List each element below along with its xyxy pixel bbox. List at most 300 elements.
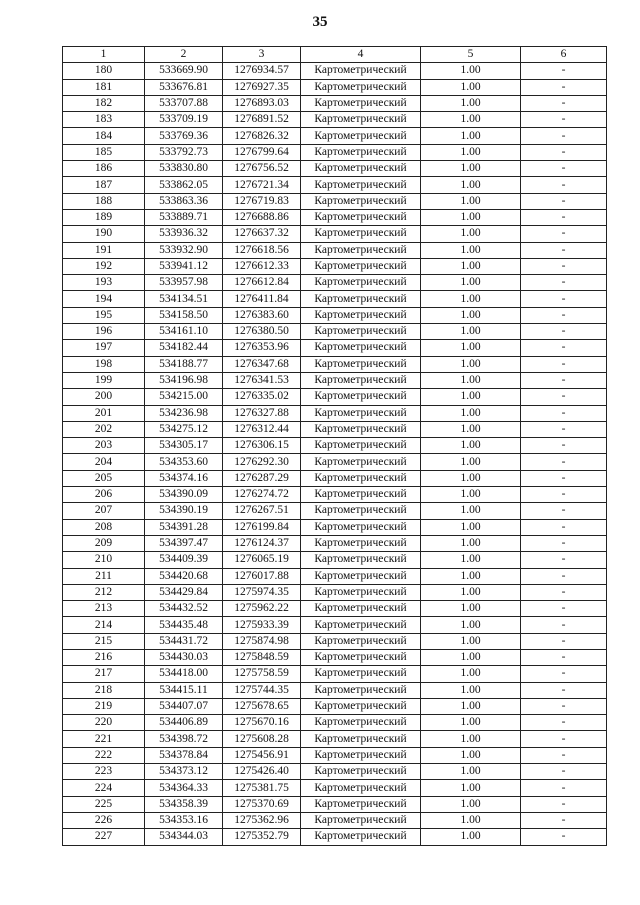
table-cell: 534409.39 [145,552,223,568]
table-cell: - [521,487,607,503]
table-row [63,454,607,470]
table-cell: Картометрический [301,747,421,763]
table-cell: - [521,356,607,372]
table-cell: Картометрический [301,584,421,600]
table-row [63,796,607,812]
table-cell: 1.00 [421,193,521,209]
table-cell: Картометрический [301,552,421,568]
table-cell: 1.00 [421,128,521,144]
table-cell: 1.00 [421,95,521,111]
table-cell: 1276721.34 [223,177,301,193]
table-cell: Картометрический [301,226,421,242]
table-cell: 1276380.50 [223,324,301,340]
table-cell: - [521,307,607,323]
table-cell: 219 [63,698,145,714]
table-cell: 1276327.88 [223,405,301,421]
table-cell: 181 [63,79,145,95]
table-cell: Картометрический [301,161,421,177]
table-cell: 1.00 [421,258,521,274]
table-cell: - [521,144,607,160]
table-cell: 1.00 [421,389,521,405]
table-cell: 185 [63,144,145,160]
column-header: 6 [521,47,607,63]
table-cell: 205 [63,470,145,486]
table-row [63,470,607,486]
table-cell: 534364.33 [145,780,223,796]
table-cell: - [521,649,607,665]
table-row [63,552,607,568]
table-cell: 1275670.16 [223,715,301,731]
table-row [63,324,607,340]
table-row [63,421,607,437]
table-cell: Картометрический [301,372,421,388]
table-row [63,177,607,193]
table-cell: 1.00 [421,812,521,828]
column-header: 1 [63,47,145,63]
table-cell: 1276199.84 [223,519,301,535]
table-cell: - [521,780,607,796]
table-row [63,601,607,617]
table-cell: 534236.98 [145,405,223,421]
table-cell: 206 [63,487,145,503]
table-cell: 213 [63,601,145,617]
table-cell: - [521,715,607,731]
table-cell: Картометрический [301,112,421,128]
table-cell: 533709.19 [145,112,223,128]
table-cell: Картометрический [301,209,421,225]
table-row [63,161,607,177]
table-cell: 1.00 [421,324,521,340]
table-cell: 1275426.40 [223,764,301,780]
table-row [63,79,607,95]
table-cell: 1276267.51 [223,503,301,519]
table-cell: - [521,226,607,242]
table-row [63,63,607,79]
table-cell: 1.00 [421,503,521,519]
table-header-row [63,47,607,63]
table-cell: 1275608.28 [223,731,301,747]
table-cell: 1276411.84 [223,291,301,307]
table-cell: 534415.11 [145,682,223,698]
table-cell: 1.00 [421,552,521,568]
table-row [63,731,607,747]
table-cell: - [521,324,607,340]
table-cell: 201 [63,405,145,421]
page-number: 35 [312,14,328,30]
table-cell: 1.00 [421,161,521,177]
table-row [63,764,607,780]
table-cell: 1.00 [421,584,521,600]
table-cell: 1276756.52 [223,161,301,177]
table-cell: 1276124.37 [223,535,301,551]
table-cell: 204 [63,454,145,470]
table-cell: 534188.77 [145,356,223,372]
table-cell: 1.00 [421,698,521,714]
table-cell: 1.00 [421,177,521,193]
table-cell: 223 [63,764,145,780]
table-row [63,519,607,535]
table-cell: 1276274.72 [223,487,301,503]
table-cell: 534161.10 [145,324,223,340]
table-cell: 534407.07 [145,698,223,714]
table-row [63,258,607,274]
table-cell: 182 [63,95,145,111]
table-cell: 184 [63,128,145,144]
table-cell: - [521,405,607,421]
table-cell: 183 [63,112,145,128]
table-cell: 1275744.35 [223,682,301,698]
table-cell: 1276306.15 [223,438,301,454]
table-cell: - [521,633,607,649]
column-header: 2 [145,47,223,63]
table-cell: 188 [63,193,145,209]
table-cell: Картометрический [301,193,421,209]
table-cell: - [521,731,607,747]
table-cell: 534378.84 [145,747,223,763]
table-cell: Картометрический [301,79,421,95]
table-cell: 1276017.88 [223,568,301,584]
table-row [63,275,607,291]
table-cell: 534432.52 [145,601,223,617]
table-cell: 1.00 [421,682,521,698]
table-cell: 191 [63,242,145,258]
table-cell: 1.00 [421,79,521,95]
table-cell: 200 [63,389,145,405]
table-cell: Картометрический [301,617,421,633]
table-cell: Картометрический [301,535,421,551]
table-cell: Картометрический [301,698,421,714]
table-cell: 1.00 [421,487,521,503]
table-row [63,209,607,225]
table-cell: 216 [63,649,145,665]
table-row [63,340,607,356]
table-cell: 198 [63,356,145,372]
table-row [63,698,607,714]
table-cell: - [521,177,607,193]
table-cell: 207 [63,503,145,519]
table-cell: - [521,568,607,584]
table-cell: 202 [63,421,145,437]
table-cell: Картометрический [301,812,421,828]
table-cell: 534275.12 [145,421,223,437]
table-row [63,112,607,128]
table-cell: 1.00 [421,438,521,454]
table-cell: 193 [63,275,145,291]
table-cell: 1275758.59 [223,666,301,682]
table-cell: 211 [63,568,145,584]
table-cell: 1275352.79 [223,829,301,845]
table-row [63,780,607,796]
coordinates-table [62,46,607,846]
table-cell: 1276312.44 [223,421,301,437]
table-cell: 194 [63,291,145,307]
table-cell: - [521,503,607,519]
table-cell: 1275456.91 [223,747,301,763]
table-cell: - [521,340,607,356]
table-cell: 1.00 [421,405,521,421]
table-cell: Картометрический [301,275,421,291]
table-cell: 215 [63,633,145,649]
table-cell: - [521,258,607,274]
table-cell: 1.00 [421,421,521,437]
table-cell: - [521,193,607,209]
table-cell: - [521,128,607,144]
table-cell: 1.00 [421,731,521,747]
table-cell: 189 [63,209,145,225]
table-row [63,747,607,763]
table-cell: Картометрический [301,258,421,274]
table-cell: 534134.51 [145,291,223,307]
table-cell: 534182.44 [145,340,223,356]
table-cell: 203 [63,438,145,454]
table-cell: 533957.98 [145,275,223,291]
table-cell: 534391.28 [145,519,223,535]
table-cell: 534431.72 [145,633,223,649]
table-row [63,438,607,454]
table-cell: 187 [63,177,145,193]
table-row [63,633,607,649]
table-cell: 534196.98 [145,372,223,388]
table-cell: Картометрический [301,324,421,340]
table-cell: - [521,161,607,177]
table-cell: 1275370.69 [223,796,301,812]
table-cell: 533792.73 [145,144,223,160]
table-body [63,63,607,845]
table-cell: Картометрический [301,340,421,356]
table-cell: - [521,812,607,828]
table-cell: 220 [63,715,145,731]
table-cell: 1276292.30 [223,454,301,470]
table-cell: 221 [63,731,145,747]
table-cell: 224 [63,780,145,796]
table-cell: - [521,601,607,617]
table-cell: 1.00 [421,307,521,323]
column-header: 3 [223,47,301,63]
table-cell: 533769.36 [145,128,223,144]
table-cell: - [521,519,607,535]
table-cell: 534397.47 [145,535,223,551]
table-cell: Картометрический [301,177,421,193]
table-cell: 1.00 [421,666,521,682]
table-cell: 1276612.33 [223,258,301,274]
table-row [63,829,607,845]
table-cell: Картометрический [301,389,421,405]
table-cell: - [521,209,607,225]
table-cell: - [521,291,607,307]
table-cell: 1275974.35 [223,584,301,600]
table-cell: 1.00 [421,764,521,780]
table-cell: 222 [63,747,145,763]
table-cell: 197 [63,340,145,356]
table-cell: - [521,666,607,682]
table-cell: Картометрический [301,128,421,144]
table-row [63,226,607,242]
table-cell: Картометрический [301,829,421,845]
table-cell: 1276287.29 [223,470,301,486]
table-cell: 1276637.32 [223,226,301,242]
table-cell: Картометрический [301,307,421,323]
table-cell: 1275381.75 [223,780,301,796]
table-cell: 1.00 [421,291,521,307]
table-cell: 533676.81 [145,79,223,95]
table-cell: - [521,829,607,845]
table-cell: 196 [63,324,145,340]
table-row [63,487,607,503]
table-row [63,584,607,600]
table-row [63,95,607,111]
table-cell: Картометрический [301,356,421,372]
table-cell: 1.00 [421,226,521,242]
table-row [63,666,607,682]
table-cell: 218 [63,682,145,698]
table-cell: 1276065.19 [223,552,301,568]
table-cell: 533862.05 [145,177,223,193]
table-cell: - [521,372,607,388]
table-cell: Картометрический [301,421,421,437]
table-cell: 1275362.96 [223,812,301,828]
table-cell: Картометрический [301,144,421,160]
table-cell: - [521,421,607,437]
table-cell: 1276347.68 [223,356,301,372]
table-cell: - [521,454,607,470]
table-cell: 1.00 [421,796,521,812]
table-row [63,291,607,307]
table-cell: 534358.39 [145,796,223,812]
table-cell: Картометрический [301,438,421,454]
table-cell: Картометрический [301,63,421,79]
table-cell: Картометрический [301,519,421,535]
table-cell: - [521,682,607,698]
table-cell: Картометрический [301,764,421,780]
table-cell: 192 [63,258,145,274]
table-cell: Картометрический [301,454,421,470]
table-cell: 226 [63,812,145,828]
table-cell: 534374.16 [145,470,223,486]
table-cell: 1.00 [421,519,521,535]
table-row [63,715,607,731]
table-cell: - [521,764,607,780]
table-cell: 199 [63,372,145,388]
table-cell: 534344.03 [145,829,223,845]
table-cell: - [521,470,607,486]
table-cell: Картометрический [301,503,421,519]
table-cell: 534430.03 [145,649,223,665]
table-row [63,649,607,665]
table-row [63,682,607,698]
table-row [63,812,607,828]
table-row [63,405,607,421]
table-cell: 227 [63,829,145,845]
table-cell: 1.00 [421,829,521,845]
table-cell: - [521,552,607,568]
table-cell: 1.00 [421,209,521,225]
table-cell: 1.00 [421,372,521,388]
column-header: 5 [421,47,521,63]
table-cell: 208 [63,519,145,535]
table-cell: 1276891.52 [223,112,301,128]
table-cell: 1.00 [421,144,521,160]
table-cell: 1.00 [421,780,521,796]
table-cell: Картометрический [301,405,421,421]
table-cell: Картометрический [301,487,421,503]
table-cell: 1276934.57 [223,63,301,79]
table-cell: 1.00 [421,633,521,649]
table-cell: Картометрический [301,780,421,796]
table-cell: - [521,617,607,633]
table-cell: 210 [63,552,145,568]
table-row [63,307,607,323]
table-cell: 1.00 [421,275,521,291]
table-cell: 533863.36 [145,193,223,209]
table-cell: 534418.00 [145,666,223,682]
table-cell: Картометрический [301,291,421,307]
table-cell: 533707.88 [145,95,223,111]
table-row [63,193,607,209]
table-cell: 533830.80 [145,161,223,177]
table-cell: 1.00 [421,63,521,79]
table-cell: 195 [63,307,145,323]
table-cell: 1.00 [421,747,521,763]
table-cell: 534435.48 [145,617,223,633]
table-cell: - [521,275,607,291]
table-cell: - [521,747,607,763]
table-cell: 534429.84 [145,584,223,600]
table-row [63,356,607,372]
table-cell: 1.00 [421,617,521,633]
table-cell: Картометрический [301,470,421,486]
table-row [63,568,607,584]
table-cell: - [521,438,607,454]
table-cell: 1276612.84 [223,275,301,291]
table-cell: 534215.00 [145,389,223,405]
table-cell: 534390.19 [145,503,223,519]
table-cell: - [521,79,607,95]
table-cell: 1.00 [421,112,521,128]
table-cell: 1276383.60 [223,307,301,323]
table-cell: Картометрический [301,682,421,698]
table-cell: - [521,63,607,79]
table-cell: Картометрический [301,242,421,258]
table-cell: 534353.60 [145,454,223,470]
table-cell: 533669.90 [145,63,223,79]
table-cell: 1.00 [421,340,521,356]
table-row [63,144,607,160]
table-cell: 1276927.35 [223,79,301,95]
table-cell: 1.00 [421,649,521,665]
table-cell: 534158.50 [145,307,223,323]
table-cell: Картометрический [301,649,421,665]
table-cell: 533941.12 [145,258,223,274]
table-cell: - [521,535,607,551]
table-row [63,503,607,519]
table-cell: 1276688.86 [223,209,301,225]
table-cell: 190 [63,226,145,242]
table-cell: Картометрический [301,95,421,111]
table-cell: 1275962.22 [223,601,301,617]
table-cell: - [521,112,607,128]
table-cell: 1.00 [421,356,521,372]
table-cell: Картометрический [301,666,421,682]
table-cell: Картометрический [301,715,421,731]
table-cell: 186 [63,161,145,177]
table-cell: 1276353.96 [223,340,301,356]
table-cell: 1.00 [421,715,521,731]
table-cell: 180 [63,63,145,79]
table-cell: 1.00 [421,535,521,551]
table-cell: 1276335.02 [223,389,301,405]
table-cell: 533932.90 [145,242,223,258]
table-row [63,372,607,388]
